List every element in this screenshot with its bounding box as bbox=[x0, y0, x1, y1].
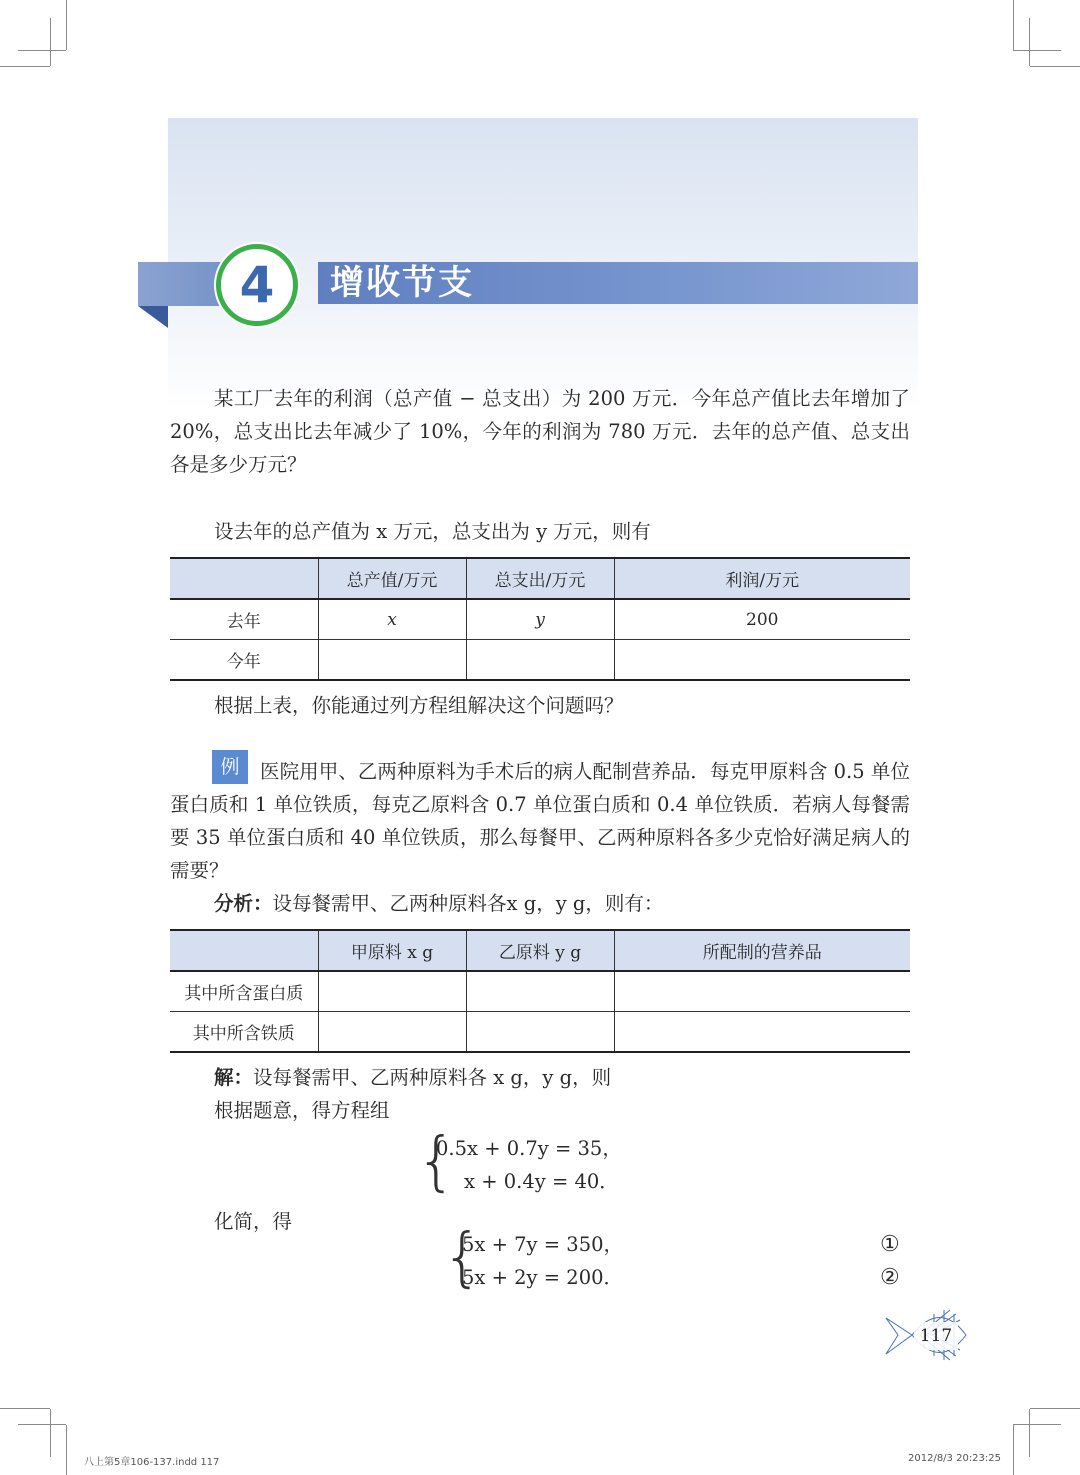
example-tag: 例 bbox=[212, 750, 248, 784]
table-row bbox=[170, 599, 910, 640]
table-row bbox=[170, 640, 910, 681]
crop-mark bbox=[1013, 0, 1014, 50]
table-header-cell bbox=[170, 930, 318, 971]
system2-equation-2: 5x + 2y = 200． bbox=[462, 1266, 624, 1289]
table-cell: y bbox=[466, 599, 614, 640]
crop-mark bbox=[1013, 1425, 1014, 1475]
table-cell: 去年 bbox=[170, 599, 318, 640]
table-row bbox=[170, 971, 910, 1012]
system-brace: { bbox=[416, 1125, 457, 1199]
nutrition-table bbox=[170, 929, 910, 1053]
table-header-cell bbox=[170, 558, 318, 599]
crop-mark bbox=[1029, 18, 1030, 66]
table-header-cell: 所配制的营养品 bbox=[614, 930, 910, 971]
table-cell bbox=[614, 1012, 910, 1053]
solution-label: 解： bbox=[214, 1066, 254, 1089]
table-cell bbox=[466, 971, 614, 1012]
table-header-cell: 乙原料 y g bbox=[466, 930, 614, 971]
table-header-row bbox=[170, 930, 910, 971]
analysis-label: 分析： bbox=[214, 892, 273, 915]
equation-marker-1: ① bbox=[880, 1232, 900, 1257]
table-header-cell: 总支出/万元 bbox=[466, 558, 614, 599]
crop-mark bbox=[1013, 50, 1061, 51]
section-number: 4 bbox=[239, 256, 275, 314]
page-number: 117 bbox=[914, 1322, 958, 1350]
problem-text: 某工厂去年的利润（总产值 − 总支出）为 200 万元．今年总产值比去年增加了 20%，总支出比去年减少了 10%，今年的利润为 780 万元．去年的总产值、总支出各是多少万元？ bbox=[170, 387, 910, 476]
solution-line-2: 根据题意，得方程组 bbox=[214, 1099, 390, 1122]
table-cell bbox=[466, 1012, 614, 1053]
table-cell bbox=[318, 1012, 466, 1053]
table-cell: 200 bbox=[614, 599, 910, 640]
table-cell bbox=[614, 971, 910, 1012]
crop-mark bbox=[50, 18, 51, 66]
equation-marker-2: ② bbox=[880, 1265, 900, 1290]
section-title: 增收节支 bbox=[330, 263, 474, 303]
solution-text: 设每餐需甲、乙两种原料各 x g，y g，则 bbox=[253, 1066, 612, 1089]
crop-mark bbox=[1030, 66, 1080, 67]
crop-mark bbox=[18, 50, 66, 51]
analysis-text: 设每餐需甲、乙两种原料各x g，y g，则有： bbox=[272, 892, 664, 915]
footer-timestamp: 2012/8/3 20:23:25 bbox=[908, 1453, 1002, 1464]
system-brace: { bbox=[442, 1221, 483, 1295]
table-header-cell: 利润/万元 bbox=[614, 558, 910, 599]
crop-mark bbox=[1013, 1424, 1061, 1425]
table-cell: 今年 bbox=[170, 640, 318, 681]
question-text: 根据上表，你能通过列方程组解决这个问题吗？ bbox=[214, 694, 624, 717]
crop-mark bbox=[0, 66, 50, 67]
crop-mark bbox=[50, 1409, 51, 1457]
footer-file-info: 八上第5章106-137.indd 117 bbox=[84, 1457, 220, 1468]
solution-line bbox=[214, 1061, 611, 1094]
table-cell bbox=[466, 640, 614, 681]
crop-mark bbox=[1030, 1408, 1080, 1409]
crop-mark bbox=[66, 1425, 67, 1475]
table-cell bbox=[318, 971, 466, 1012]
simplify-text: 化简，得 bbox=[214, 1210, 293, 1233]
table-header-cell: 总产值/万元 bbox=[318, 558, 466, 599]
table-header-cell: 甲原料 x g bbox=[318, 930, 466, 971]
table-header-row bbox=[170, 558, 910, 599]
profit-table bbox=[170, 557, 910, 681]
crop-mark bbox=[18, 1424, 66, 1425]
system2-equation-1: 5x + 7y = 350， bbox=[462, 1233, 624, 1256]
section-number-badge bbox=[216, 244, 298, 326]
setup-text: 设去年的总产值为 x 万元，总支出为 y 万元，则有 bbox=[214, 520, 651, 543]
table-cell: 其中所含铁质 bbox=[170, 1012, 318, 1053]
table-cell bbox=[614, 640, 910, 681]
system1-equation-2: x + 0.4y = 40． bbox=[464, 1170, 619, 1193]
system1-equation-1: 0.5x + 0.7y = 35， bbox=[436, 1137, 622, 1160]
header-ribbon-fold bbox=[138, 306, 168, 328]
table-cell: 其中所含蛋白质 bbox=[170, 971, 318, 1012]
analysis-line bbox=[214, 887, 663, 920]
crop-mark bbox=[0, 1408, 50, 1409]
crop-mark bbox=[66, 0, 67, 50]
table-row bbox=[170, 1012, 910, 1053]
table-cell bbox=[318, 640, 466, 681]
table-cell: x bbox=[318, 599, 466, 640]
crop-mark bbox=[1029, 1409, 1030, 1457]
example-text: 医院用甲、乙两种原料为手术后的病人配制营养品．每克甲原料含 0.5 单位蛋白质和 1 单位铁质，每克乙原料含 0.7 单位蛋白质和 0.4 单位铁质．若病人每餐需要 35 单位蛋白质和 40 单位铁质，那么每餐甲、乙两种原料各多少克恰好满足病人的需要？ bbox=[170, 760, 910, 882]
